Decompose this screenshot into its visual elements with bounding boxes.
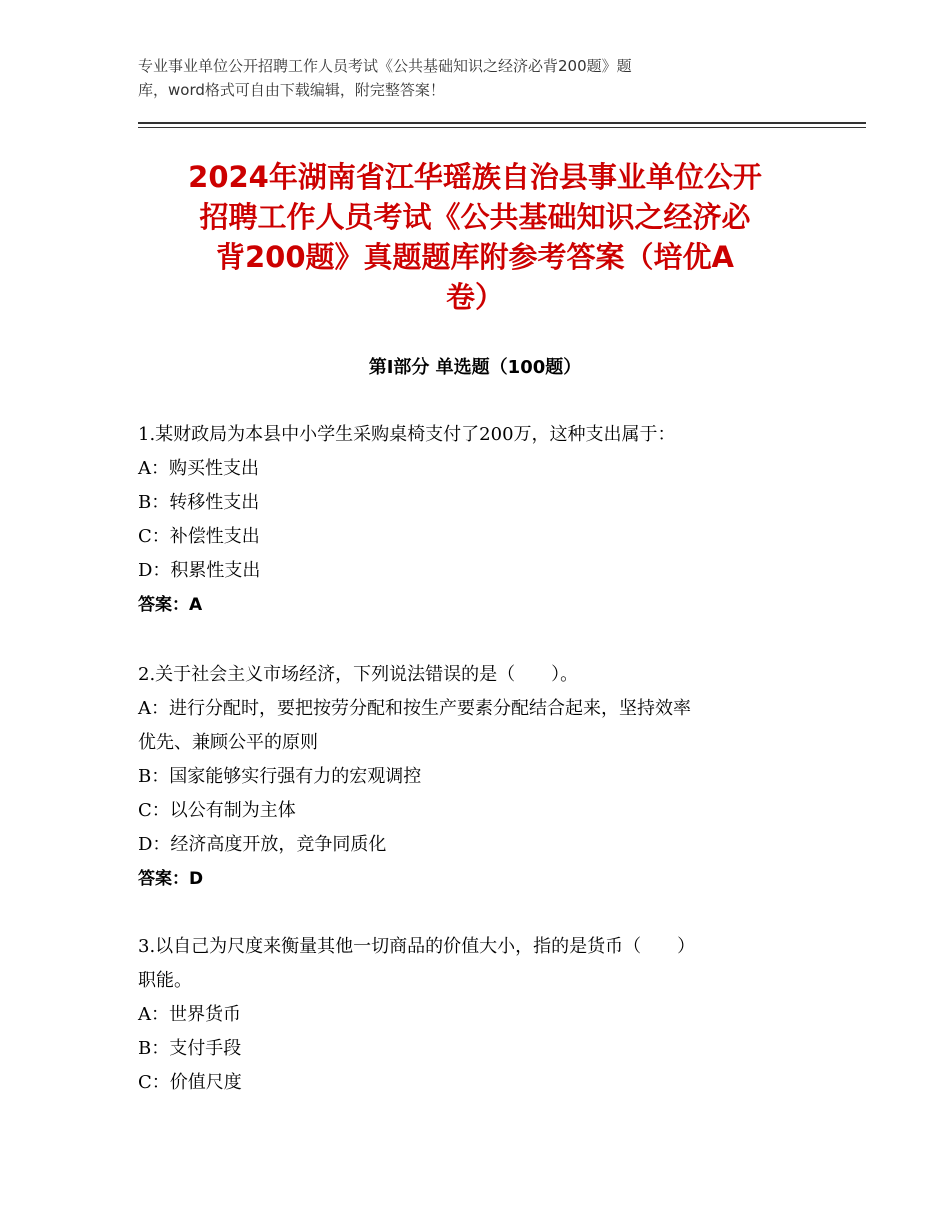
question-stem: 2.关于社会主义市场经济，下列说法错误的是（ ）。 (138, 664, 579, 685)
section-title: 第Ⅰ部分 单选题（100题） (368, 357, 582, 378)
page-header (138, 54, 828, 102)
document-title (120, 157, 830, 317)
option-a: A：进行分配时，要把按劳分配和按生产要素分配结合起来，坚持效率 (138, 698, 691, 719)
option-b: B：国家能够实行强有力的宏观调控 (138, 766, 422, 787)
title-line-3: 背200题》真题题库附参考答案（培优A (216, 240, 734, 274)
option-a: A：世界货币 (138, 1004, 241, 1025)
question-stem: 3.以自己为尺度来衡量其他一切商品的价值大小，指的是货币（ ） (138, 936, 696, 957)
header-divider-thin (138, 127, 866, 128)
question-stem-continued: 职能。 (138, 970, 192, 991)
option-b: B：支付手段 (138, 1038, 242, 1059)
option-b: B：转移性支出 (138, 492, 260, 513)
title-line-2: 招聘工作人员考试《公共基础知识之经济必 (199, 200, 751, 234)
option-a: A：购买性支出 (138, 458, 259, 479)
header-divider-thick (138, 122, 866, 124)
option-d: D：积累性支出 (138, 560, 261, 581)
option-c: C：价值尺度 (138, 1072, 242, 1093)
option-c: C：补偿性支出 (138, 526, 260, 547)
option-d: D：经济高度开放，竞争同质化 (138, 834, 387, 855)
question-stem: 1.某财政局为本县中小学生采购桌椅支付了200万，这种支出属于： (138, 424, 676, 445)
answer-key: 答案：D (138, 869, 204, 889)
option-c: C：以公有制为主体 (138, 800, 296, 821)
header-line-1: 专业事业单位公开招聘工作人员考试《公共基础知识之经济必背200题》题 (138, 57, 632, 75)
question-2 (138, 658, 818, 896)
question-3 (138, 930, 818, 1100)
title-line-4: 卷） (445, 280, 504, 314)
title-line-1: 2024年湖南省江华瑶族自治县事业单位公开 (188, 160, 762, 194)
header-line-2: 库，word格式可自由下载编辑，附完整答案！ (138, 81, 445, 99)
answer-key: 答案：A (138, 595, 203, 615)
question-1 (138, 418, 818, 622)
option-a-continued: 优先、兼顾公平的原则 (138, 732, 318, 753)
